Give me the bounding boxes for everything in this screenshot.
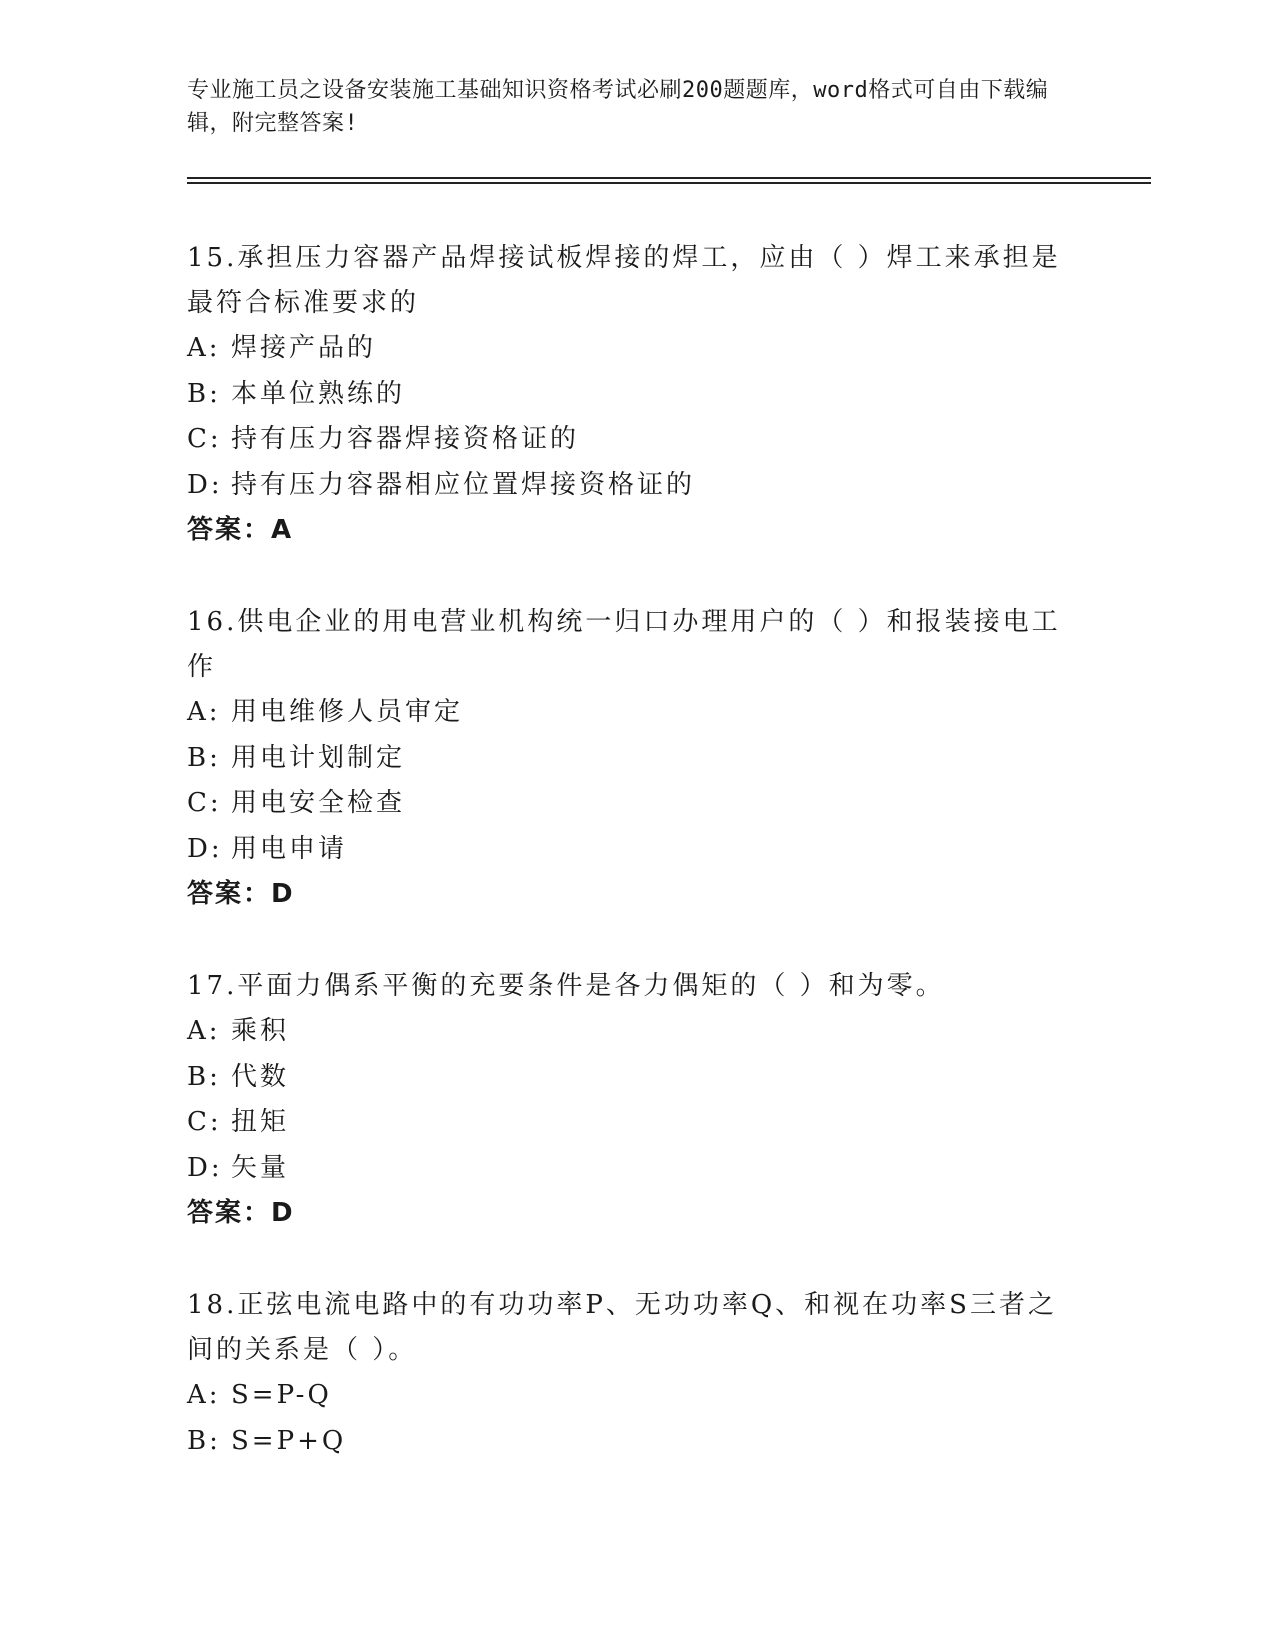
question-17: [187, 964, 1067, 1236]
header-rule-bottom: [187, 182, 1151, 184]
option-a: [187, 1373, 1067, 1419]
header-rule-top: [187, 177, 1151, 179]
option-letter: C:: [187, 1107, 222, 1137]
option-letter: B:: [187, 1061, 221, 1092]
question-list: [187, 236, 1067, 1511]
option-letter: B:: [187, 378, 221, 409]
option-text: 用电安全检查: [231, 788, 406, 818]
option-text: 乘积: [231, 1016, 290, 1046]
question-text: 16.供电企业的用电营业机构统一归口办理用户的（ ）和报装接电工作: [187, 607, 1061, 682]
question-16: [187, 600, 1067, 917]
option-letter: D:: [187, 1152, 223, 1183]
option-letter: D:: [187, 833, 223, 864]
option-d: [187, 827, 1067, 873]
option-letter: A:: [187, 333, 221, 363]
option-letter: B:: [187, 1425, 221, 1456]
question-text: 17.平面力偶系平衡的充要条件是各力偶矩的（ ）和为零。: [187, 971, 945, 1001]
answer-label: 答案：D: [187, 879, 295, 909]
option-a: [187, 326, 1067, 372]
option-d: [187, 463, 1067, 509]
answer-label: 答案：A: [187, 515, 294, 545]
option-text: 持有压力容器相应位置焊接资格证的: [231, 469, 696, 500]
option-b: [187, 1419, 1067, 1465]
option-a: [187, 690, 1067, 736]
option-text: 本单位熟练的: [231, 378, 406, 409]
option-letter: A:: [187, 697, 221, 727]
option-letter: C:: [187, 788, 222, 818]
option-letter: C:: [187, 424, 222, 454]
option-letter: D:: [187, 469, 223, 500]
option-c: [187, 417, 1067, 463]
answer-label: 答案：D: [187, 1198, 295, 1228]
option-text: 矢量: [231, 1152, 290, 1183]
option-letter: A:: [187, 1016, 221, 1046]
option-text: 焊接产品的: [231, 333, 377, 363]
option-text: 用电维修人员审定: [231, 697, 464, 727]
option-d: [187, 1146, 1067, 1192]
option-c: [187, 781, 1067, 827]
question-15: [187, 236, 1067, 553]
option-b: [187, 1055, 1067, 1101]
option-c: [187, 1100, 1067, 1146]
option-a: [187, 1009, 1067, 1055]
option-text: 代数: [231, 1061, 290, 1092]
option-text: 扭矩: [231, 1107, 290, 1137]
question-text: 15.承担压力容器产品焊接试板焊接的焊工，应由（ ）焊工来承担是最符合标准要求的: [187, 243, 1061, 318]
document-header: 专业施工员之设备安装施工基础知识资格考试必刷200题题库，word格式可自由下载编辑，附完整答案!: [187, 78, 1049, 136]
option-letter: B:: [187, 742, 221, 773]
question-text: 18.正弦电流电路中的有功功率P、无功功率Q、和视在功率S三者之间的关系是（ ）。: [187, 1290, 1057, 1365]
option-text: 持有压力容器焊接资格证的: [231, 424, 580, 454]
option-text: 用电申请: [231, 833, 348, 864]
option-b: [187, 736, 1067, 782]
option-text: S=P+Q: [231, 1425, 347, 1456]
question-18: [187, 1283, 1067, 1464]
option-letter: A:: [187, 1380, 221, 1410]
option-b: [187, 372, 1067, 418]
option-text: 用电计划制定: [231, 742, 406, 773]
option-text: S=P-Q: [231, 1380, 332, 1410]
